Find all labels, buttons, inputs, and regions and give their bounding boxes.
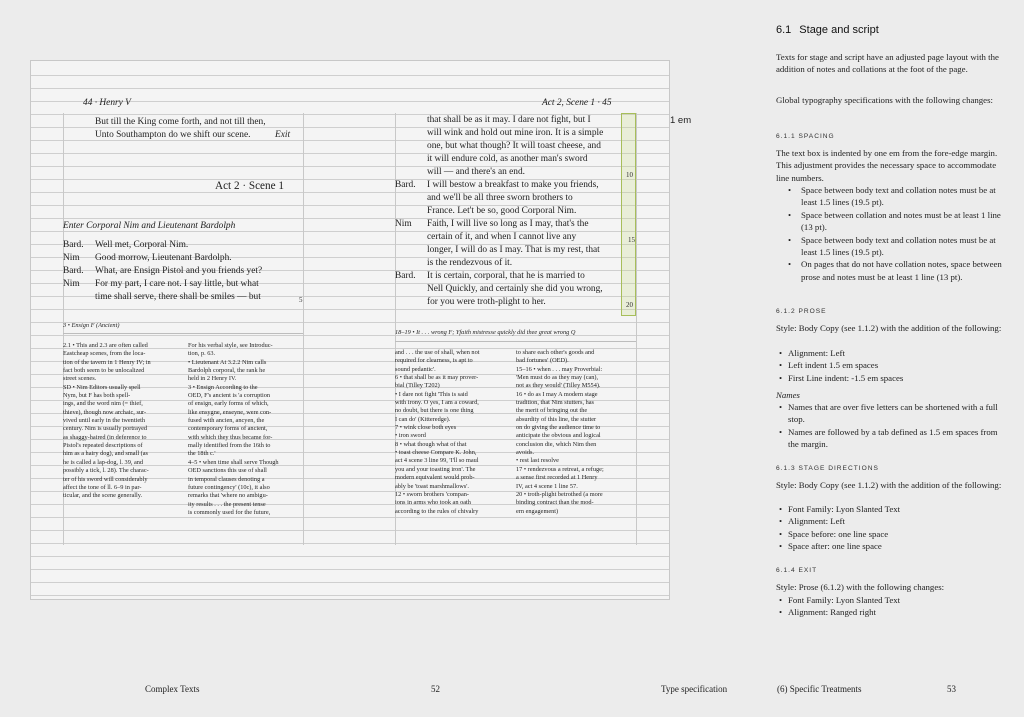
subheading-spacing: 6.1.1 SPACING — [776, 133, 835, 140]
footer-right-page: 53 — [947, 684, 956, 694]
stage-direction: Enter Corporal Nim and Lieutenant Bardolph — [63, 221, 236, 231]
speaker-name: Nim — [63, 279, 80, 289]
collation-note: 18–19 • It . . . wrong F; Yfaith mistresse quickly did thee great wrong Q — [395, 329, 576, 336]
speech-line: is the rendezvous of it. — [427, 258, 513, 268]
notes-column — [63, 342, 151, 501]
collation-rule — [395, 341, 636, 342]
global-paragraph: Global typography specifications with the following changes: — [776, 95, 993, 105]
exit-list — [776, 594, 1008, 619]
specimen-spread — [30, 60, 670, 600]
note-line: OED sanctions this use of shall — [188, 467, 267, 475]
speech-line: time shall serve, there shall be smiles — but — [95, 292, 261, 302]
note-line: fused with ancien, ancyen, the — [188, 417, 265, 425]
speech-line: that shall be as it may. I dare not fight, but I — [427, 115, 591, 125]
speech-line: will — and there's an end. — [427, 167, 526, 177]
note-line: bial (Tilley T202) — [395, 382, 440, 390]
speaker-name: Nim — [63, 253, 80, 263]
subheading-prose: 6.1.2 PROSE — [776, 308, 827, 315]
speech-line: I will bestow a breakfast to make you friends, — [427, 180, 599, 190]
note-line: future contingency' (10c), it also — [188, 483, 270, 491]
note-line: you and your toasting iron'. The — [395, 465, 476, 473]
prose-list — [776, 347, 1008, 384]
note-line: act 4 scene 3 line 99, 'I'll so maul — [395, 457, 479, 465]
note-line: with irony. O yes, I am a coward, — [395, 399, 479, 407]
note-line: as shaggy-haired (in deference to — [63, 433, 147, 441]
note-line: Nym, but F has both spell- — [63, 392, 131, 400]
bullet-item: • Left indent 1.5 em spaces — [776, 359, 1008, 371]
footer-mid: Type specification — [661, 684, 728, 694]
notes-column — [516, 349, 604, 516]
notes-column — [188, 342, 279, 517]
stage-paragraph: Style: Body Copy (see 1.1.2) with the addition of the following: — [776, 480, 1002, 490]
note-line: bad fortunes' (OED). — [516, 357, 569, 365]
note-line: thieve), though now archaic, sur- — [63, 408, 147, 416]
note-line: and . . . the use of shall, when not — [395, 349, 480, 356]
collation-rule — [63, 333, 303, 334]
note-line: ings, and the word nim (= thief, — [63, 400, 143, 408]
note-line: 12 • sworn brothers 'compan- — [395, 490, 469, 498]
bullet-item: • Space after: one line space — [776, 540, 1008, 552]
note-line: Bardolph corporal, the rank he — [188, 367, 266, 375]
note-line: the merit of bringing out the — [516, 407, 588, 415]
names-heading: Names — [776, 390, 800, 400]
note-line: in temporal clauses denoting a — [188, 475, 265, 483]
note-line: required for clearness, is apt to — [395, 357, 473, 365]
note-line: vived until early in the twentieth — [63, 417, 146, 425]
note-line: 20 • troth-plight betrothed (a more — [516, 490, 603, 498]
scene-heading: Act 2 · Scene 1 — [215, 180, 284, 192]
bullet-item: • On pages that do not have collation notes, space between prose and notes must be at least 1 line (13 pt). — [776, 258, 1008, 283]
em-label: 1 em — [670, 115, 692, 126]
note-line: mally identified from the 16th to — [188, 442, 271, 450]
speech-line: certain of it, and when I cannot live any — [427, 232, 577, 242]
note-line: tion of the tavern in 1 Henry IV; in — [63, 358, 151, 366]
running-head-right: Act 2, Scene 1 · 45 — [542, 98, 612, 108]
speech-line: It is certain, corporal, that he is married to — [427, 271, 585, 281]
bullet-item: • Alignment: Left — [776, 515, 1008, 527]
verse-line: But till the King come forth, and not till then, — [95, 117, 266, 127]
note-line: sound pedantic'. — [395, 365, 436, 373]
note-line: modern equivalent would prob- — [395, 474, 475, 482]
spacing-list — [776, 184, 1008, 283]
note-line: ter of his sword will considerably — [63, 475, 148, 483]
note-line: 6 • that shall be as it may prover- — [395, 374, 479, 382]
speech-line: Nell Quickly, and certainly she did you wrong, — [427, 284, 603, 294]
subheading-stage: 6.1.3 STAGE DIRECTIONS — [776, 465, 879, 472]
note-line: remarks that 'where no ambigu- — [188, 492, 268, 500]
speech-line: it will endure cold, as another man's sword — [427, 154, 588, 164]
bullet-item: • Space between body text and collation notes must be at least 1.5 lines (19.5 pt). — [776, 234, 1008, 259]
speaker-name: Bard. — [395, 180, 416, 190]
collation-note: 3 • Ensign F (Ancient) — [63, 322, 120, 329]
section-heading — [776, 24, 1008, 36]
em-guide — [621, 113, 636, 316]
bullet-item: • Space between body text and collation notes must be at least 1.5 lines (19.5 pt). — [776, 184, 1008, 209]
note-line: absurdity of this line, the stutter — [516, 415, 597, 423]
bullet-item: • Space between collation and notes must be at least 1 line (13 pt). — [776, 209, 1008, 234]
note-line: • Lieutenant At 3.2.2 Nim calls — [188, 358, 267, 366]
section-number: 6.1 — [776, 24, 792, 36]
bullet-item: • Alignment: Ranged right — [776, 606, 1008, 618]
note-line: a sense first recorded at 1 Henry — [516, 474, 598, 482]
note-line: held in 2 Henry IV. — [188, 375, 237, 383]
footer-left-page: 52 — [431, 684, 440, 694]
note-line: 7 • wink close both eyes — [395, 424, 457, 432]
speaker-name: Nim — [395, 219, 412, 229]
speaker-name: Bard. — [63, 266, 84, 276]
note-line: 3 • Ensign According to the — [188, 383, 258, 391]
speaker-name: Bard. — [63, 240, 84, 250]
note-line: not as they would' (Tilley M554). — [516, 382, 601, 390]
note-line: binding contract than the mod- — [516, 499, 594, 507]
note-line: on do giving the audience time to — [516, 424, 601, 432]
speech-line: and we'll be all three sworn brothers to — [427, 193, 573, 203]
line-number: 15 — [628, 236, 635, 244]
bullet-item: • Font Family: Lyon Slanted Text — [776, 594, 1008, 606]
exit-paragraph: Style: Prose (6.1.2) with the following changes: — [776, 582, 945, 592]
line-number: 10 — [626, 171, 633, 179]
footer-right-section: (6) Specific Treatments — [777, 684, 862, 694]
note-line: possibly a tick, l. 28). The charac- — [63, 467, 149, 475]
speech-line: What, are Ensign Pistol and you friends yet? — [95, 266, 263, 276]
note-line: ably be 'toast marshmallows'. — [395, 482, 469, 490]
note-line: ity results . . . the present tense — [188, 500, 266, 508]
line-number: 20 — [626, 301, 633, 309]
speech-line: longer, I will do as I may. That is my rest, that — [427, 245, 600, 255]
note-line: ern engagement) — [516, 507, 559, 515]
note-line: affect the tone of ll. 6–9 in par- — [63, 483, 142, 491]
speech-line: one, but what though? It will toast cheese, and — [427, 141, 601, 151]
note-line: no doubt, but there is one thing — [395, 407, 474, 415]
note-line: is commonly used for the future, — [188, 508, 271, 516]
note-line: anticipate the obvious and logical — [516, 432, 601, 440]
column-guide — [636, 113, 637, 545]
note-line: 4–5 • when time shall serve Though — [188, 458, 279, 466]
running-head-left: 44 · Henry V — [83, 98, 131, 108]
note-line: • toast cheese Compare K. John, — [395, 449, 477, 457]
note-line: fact both seem to be unlocalized — [63, 367, 145, 375]
note-line: with which they thus became for- — [188, 433, 273, 441]
note-line: street scenes. — [63, 375, 97, 383]
note-line: 8 • what though what of that — [395, 440, 467, 448]
note-line: • iron sword — [395, 432, 426, 440]
note-line: OED, F's ancient is 'a corruption — [188, 392, 271, 400]
names-list — [776, 401, 1008, 451]
note-line: 16 • do as I may A modern stage — [516, 390, 598, 398]
bullet-item: • Alignment: Left — [776, 347, 1008, 359]
note-line: IV, act 4 scene 1 line 57. — [516, 482, 578, 490]
section-title: Stage and script — [799, 24, 879, 36]
verse-line: Unto Southampton do we shift our scene. — [95, 130, 251, 140]
bullet-item: • Space before: one line space — [776, 528, 1008, 540]
spacing-paragraph: The text box is indented by one em from the fore-edge margin. This adjustment provides the necessary space to accommodate line numbers. — [776, 148, 998, 183]
note-line: Pistol's repeated descriptions of — [63, 442, 143, 450]
speaker-name: Bard. — [395, 271, 416, 281]
stage-list — [776, 503, 1008, 553]
speech-line: France. Let't be so, good Corporal Nim. — [427, 206, 577, 216]
note-line: to share each other's goods and — [516, 349, 595, 356]
note-line: him as a hairy dog), and small (as — [63, 450, 148, 458]
note-line: ions in arms who took an oath — [395, 499, 471, 507]
footer-left-title: Complex Texts — [145, 684, 200, 694]
intro-paragraph: Texts for stage and script have an adjusted page layout with the addition of notes and collations at the foot of the page. — [776, 52, 999, 75]
subheading-exit: 6.1.4 EXIT — [776, 567, 818, 574]
note-line: SD • Nim Editors usually spell — [63, 383, 141, 391]
note-line: • rest last resolve — [516, 457, 559, 465]
notes-column — [395, 349, 479, 516]
speech-line: Faith, I will live so long as I may, that's the — [427, 219, 589, 229]
note-line: For his verbal style, see Introduc- — [188, 342, 273, 349]
speech-line: Good morrow, Lieutenant Bardolph. — [95, 253, 232, 263]
note-line: tion, p. 63. — [188, 350, 216, 358]
column-guide — [303, 113, 304, 545]
bullet-item: • Names are followed by a tab defined as 1.5 em spaces from the margin. — [776, 426, 1008, 451]
bullet-item: • First Line indent: -1.5 em spaces — [776, 372, 1008, 384]
note-line: like ensygne, enseyne, were con- — [188, 408, 272, 416]
note-line: 17 • rendezvous a retreat, a refuge; — [516, 465, 604, 473]
speech-line: will wink and hold out mine iron. It is a simple — [427, 128, 604, 138]
note-line: • I dare not fight 'This is said — [395, 390, 468, 398]
note-line: contemporary forms of ancient, — [188, 425, 268, 433]
note-line: I can do' (Kitteredge). — [395, 415, 451, 423]
note-line: tradition, that Nim stutters, has — [516, 399, 595, 407]
line-number: 5 — [299, 296, 303, 304]
note-line: conclusion die, which Nim then — [516, 440, 597, 448]
prose-paragraph: Style: Body Copy (see 1.1.2) with the addition of the following: — [776, 323, 1002, 333]
speech-line: For my part, I care not. I say little, but what — [95, 279, 259, 289]
note-line: 2.1 • This and 2.3 are often called — [63, 342, 148, 349]
note-line: avoids. — [516, 449, 535, 457]
bullet-item: • Font Family: Lyon Slanted Text — [776, 503, 1008, 515]
speech-line: for you were troth-plight to her. — [427, 297, 546, 307]
note-line: he is called a lap-dog, l. 39, and — [63, 458, 144, 466]
note-line: 'Men must do as they may (can), — [516, 374, 599, 382]
note-line: ticular, and the scene generally. — [63, 492, 143, 500]
speech-line: Well met, Corporal Nim. — [95, 240, 189, 250]
bullet-item: • Names that are over five letters can be shortened with a full stop. — [776, 401, 1008, 426]
exit-direction: Exit — [275, 130, 291, 140]
note-line: of ensign, early forms of which, — [188, 400, 269, 408]
note-line: the 18th c.' — [188, 450, 216, 458]
note-line: 15–16 • when . . . may Proverbial: — [516, 365, 603, 373]
note-line: century. Nim is usually portrayed — [63, 425, 148, 433]
note-line: according to the rules of chivalry — [395, 507, 479, 515]
note-line: Eastcheap scenes, from the loca- — [63, 350, 146, 358]
